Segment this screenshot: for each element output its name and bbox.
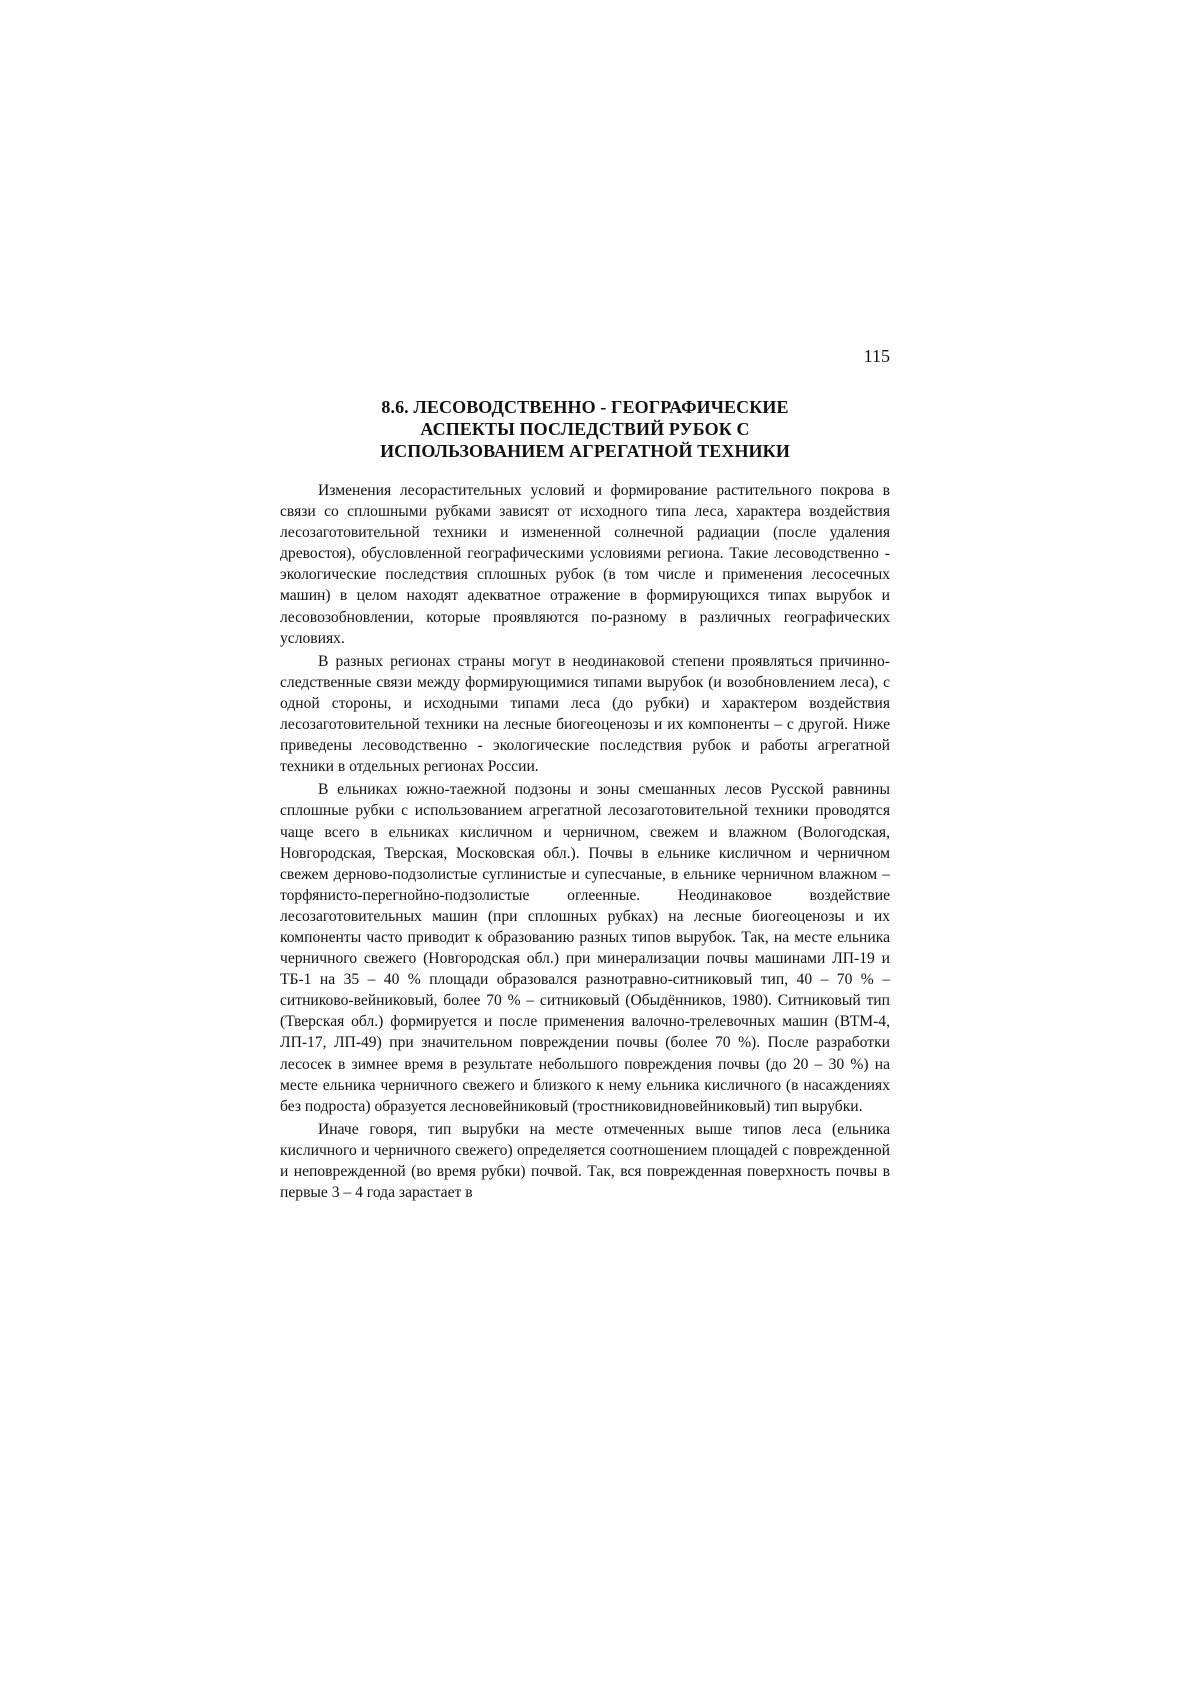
body-text [280,480,890,1205]
section-heading-line-2: АСПЕКТЫ ПОСЛЕДСТВИЙ РУБОК С [420,419,750,439]
paragraph-4: Иначе говоря, тип вырубки на месте отмеченных выше типов леса (ельника кисличного и черничного свежего) определяется соотношением площадей с поврежденной и неповрежденной (во время рубки) почвой. Так, вся поврежденная поверхность почвы в первые 3 – 4 года зарастает в [280,1120,890,1202]
paragraph-2: В разных регионах страны могут в неодинаковой степени проявляться причинно-следственные связи между формирующимися типами вырубок (и возобновлением леса), с одной стороны, и исходными типами леса (до рубки) и характером воздействия лесозаготовительной техники на лесные биогеоценозы и их компоненты – с другой. Ниже приведены лесоводственно - экологические последствия рубок и работы агрегатной техники в отдельных регионах России. [280,652,890,776]
page-number: 115 [863,346,890,366]
section-heading-line-1: 8.6. ЛЕСОВОДСТВЕННО - ГЕОГРАФИЧЕСКИЕ [381,397,789,417]
section-heading-line-3: ИСПОЛЬЗОВАНИЕМ АГРЕГАТНОЙ ТЕХНИКИ [380,441,790,461]
paragraph-3: В ельниках южно-таежной подзоны и зоны смешанных лесов Русской равнины сплошные рубки с использованием агрегатной лесозаготовительной техники проводятся чаще всего в ельниках кисличном и черничном, свежем и влажном (Вологодская, Новгородская, Тверская, Московская обл.). Почвы в ельнике кисличном и черничном свежем дерново-подзолистые суглинистые и супесчаные, в ельнике черничном влажном – торфянисто-перегнойно-подзолистые оглеенные. Неодинаковое воздействие лесозаготовительных машин (при сплошных рубках) на лесные биогеоценозы и их компоненты часто приводит к образованию разных типов вырубок. Так, на месте ельника черничного свежего (Новгородская обл.) при минерализации почвы машинами ЛП-19 и ТБ-1 на 35 – 40 % площади образовался разнотравно-ситниковый тип, 40 – 70 % – ситниково-вейниковый, более 70 % – ситниковый (Обыдёнников, 1980). Ситниковый тип (Тверская обл.) формируется и после применения валочно-трелевочных машин (ВТМ-4, ЛП-17, ЛП-49) при значительном повреждении почвы (более 70 %). После разработки лесосек в зимнее время в результате небольшого повреждения почвы (до 20 – 30 %) на месте ельника черничного свежего и близкого к нему ельника кисличного (в насаждениях без подроста) образуется лесновейниковый (тростниковидновейниковый) тип вырубки. [280,781,890,1115]
paragraph-1: Изменения лесорастительных условий и формирование растительного покрова в связи со сплошными рубками зависят от исходного типа леса, характера воздействия лесозаготовительной техники и измененной солнечной радиации (после удаления древостоя), обусловленной географическими условиями региона. Такие лесоводственно - экологические последствия сплошных рубок (в том числе и применения лесосечных машин) в целом находят адекватное отражение в формирующихся типах вырубок и лесовозобновлении, которые проявляются по-разному в различных географических условиях. [280,482,890,647]
section-heading [280,396,890,462]
